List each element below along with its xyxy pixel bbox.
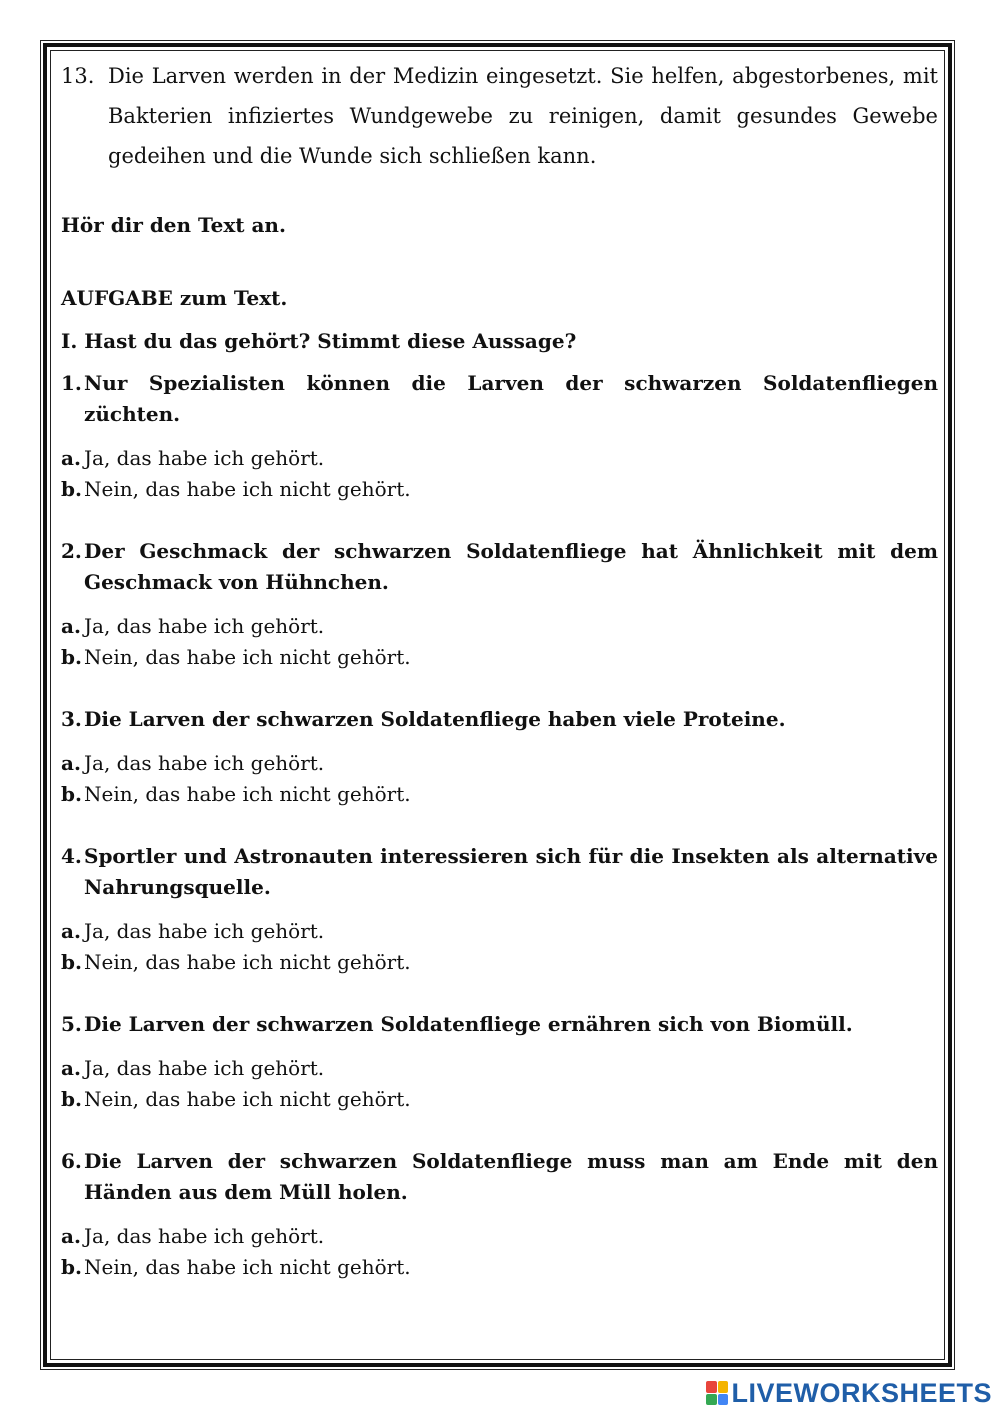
question-text: Die Larven der schwarzen Soldatenfliege muss man am Ende mit den Händen aus dem Müll holen. [84,1149,938,1204]
answer-letter: b. [61,950,82,974]
answer-options [61,1053,938,1115]
question-statement [61,841,938,903]
answer-option-a[interactable] [61,1221,938,1252]
answer-options [61,916,938,978]
question-number: 4. [61,844,82,868]
answer-option-b[interactable] [61,474,938,505]
task-heading: AUFGABE zum Text. [61,286,288,310]
question-number: 3. [61,707,82,731]
question-text: Die Larven der schwarzen Soldatenfliege ernähren sich von Biomüll. [84,1012,853,1036]
question-statement [61,536,938,598]
answer-options [61,443,938,505]
question-number: 1. [61,371,82,395]
answer-option-a[interactable] [61,748,938,779]
answer-letter: b. [61,1087,82,1111]
answer-text: Nein, das habe ich nicht gehört. [84,782,411,806]
answer-text: Ja, das habe ich gehört. [84,751,325,775]
question-text: Der Geschmack der schwarzen Soldatenfliege hat Ähnlichkeit mit dem Geschmack von Hühnchen. [84,539,938,594]
question-statement [61,1009,938,1040]
question-statement [61,1146,938,1208]
answer-option-b[interactable] [61,1252,938,1283]
question-block [61,536,938,673]
answer-text: Ja, das habe ich gehört. [84,446,325,470]
answer-letter: b. [61,1255,82,1279]
answer-text: Nein, das habe ich nicht gehört. [84,1087,411,1111]
section-heading: I. Hast du das gehört? Stimmt diese Aussage? [61,329,577,353]
answer-letter: b. [61,782,82,806]
listen-instruction: Hör dir den Text an. [61,213,286,237]
answer-letter: b. [61,477,82,501]
question-number: 2. [61,539,82,563]
question-text: Nur Spezialisten können die Larven der schwarzen Soldatenfliegen züchten. [84,371,938,426]
liveworksheets-logo-icon [706,1381,728,1405]
answer-letter: a. [61,1224,81,1248]
answer-options [61,748,938,810]
answer-option-b[interactable] [61,779,938,810]
question-statement [61,704,938,735]
answer-option-b[interactable] [61,1084,938,1115]
answer-text: Nein, das habe ich nicht gehört. [84,1255,411,1279]
answer-letter: a. [61,614,81,638]
intro-number: 13. [61,64,95,88]
answer-letter: a. [61,919,81,943]
logo-square-green [706,1394,717,1406]
answer-text: Ja, das habe ich gehört. [84,1056,325,1080]
question-number: 6. [61,1149,82,1173]
question-block [61,841,938,978]
answer-text: Ja, das habe ich gehört. [84,1224,325,1248]
question-text: Sportler und Astronauten interessieren sich für die Insekten als alternative Nahrungsquelle. [84,844,938,899]
question-block [61,1146,938,1283]
question-block [61,1009,938,1115]
logo-text: LIVEWORKSHEETS [731,1377,992,1408]
answer-option-b[interactable] [61,947,938,978]
question-statement [61,368,938,430]
logo-square-red [706,1381,717,1393]
intro-paragraph [61,56,938,176]
answer-options [61,611,938,673]
answer-option-a[interactable] [61,443,938,474]
answer-letter: a. [61,446,81,470]
intro-text: Die Larven werden in der Medizin eingesetzt. Sie helfen, abgestorbenes, mit Bakterien infiziertes Wundgewebe zu reinigen, damit gesundes Gewebe gedeihen und die Wunde sich schließen kann. [108,64,938,168]
answer-text: Nein, das habe ich nicht gehört. [84,950,411,974]
answer-text: Ja, das habe ich gehört. [84,919,325,943]
answer-option-a[interactable] [61,611,938,642]
question-text: Die Larven der schwarzen Soldatenfliege haben viele Proteine. [84,707,786,731]
answer-letter: a. [61,751,81,775]
question-list [61,368,938,1283]
answer-letter: b. [61,645,82,669]
question-number: 5. [61,1012,82,1036]
answer-option-a[interactable] [61,1053,938,1084]
answer-text: Ja, das habe ich gehört. [84,614,325,638]
answer-option-a[interactable] [61,916,938,947]
logo-square-yellow [718,1381,729,1393]
worksheet-content [61,56,938,1283]
answer-text: Nein, das habe ich nicht gehört. [84,645,411,669]
answer-text: Nein, das habe ich nicht gehört. [84,477,411,501]
liveworksheets-logo[interactable] [706,1376,992,1410]
question-block [61,368,938,505]
answer-option-b[interactable] [61,642,938,673]
question-block [61,704,938,810]
logo-square-blue [718,1394,729,1406]
answer-letter: a. [61,1056,81,1080]
answer-options [61,1221,938,1283]
